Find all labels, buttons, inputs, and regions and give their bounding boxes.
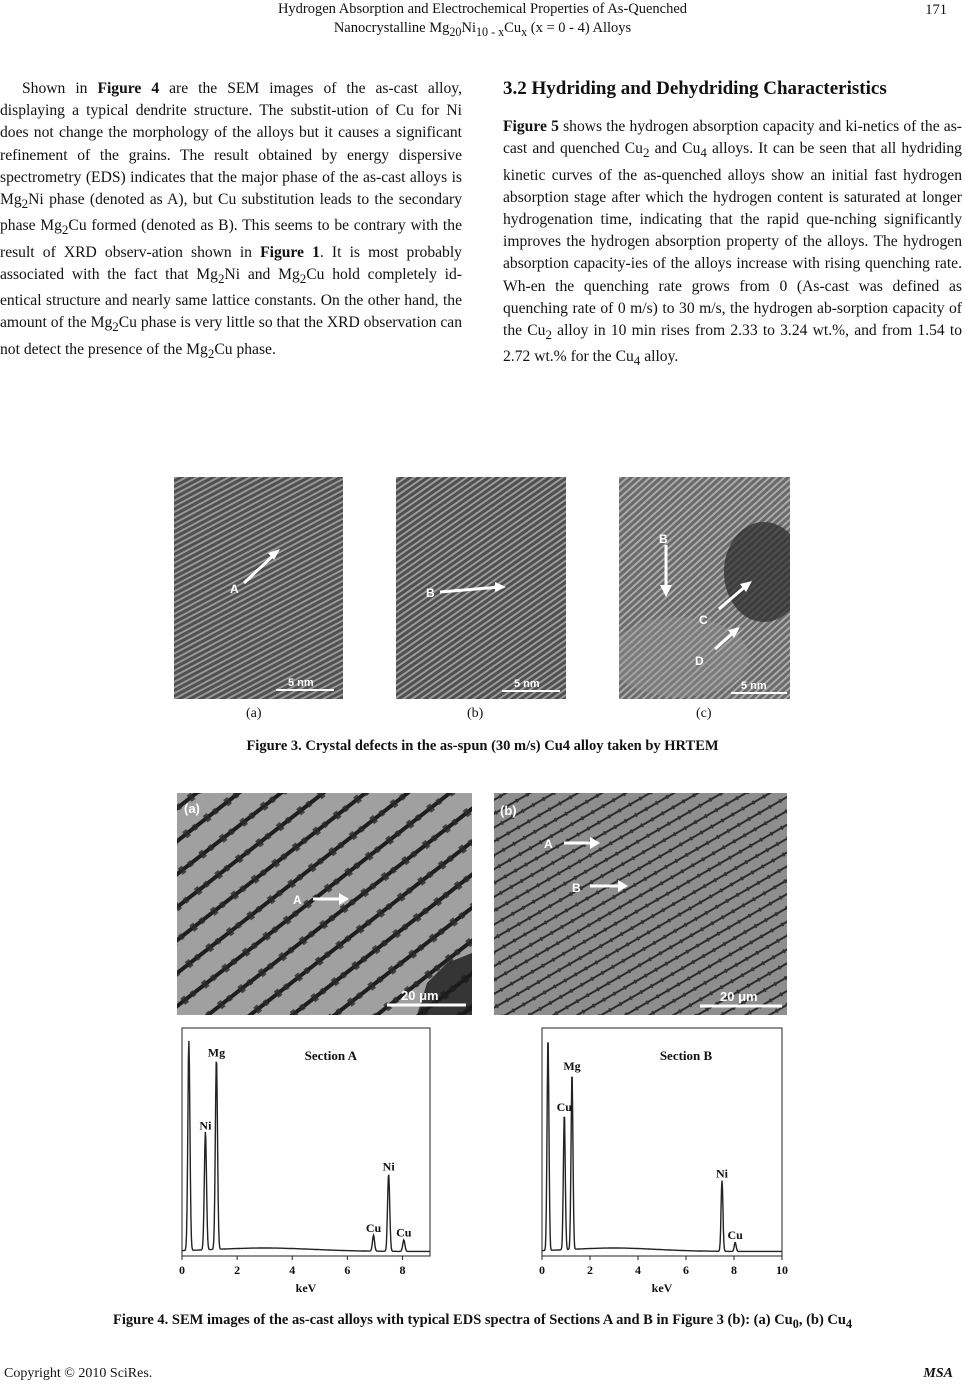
defect-mark: B [659, 532, 668, 546]
peak-label: Mg [207, 1045, 226, 1060]
text: Cu phase is very little so that the XRD observation can not detect the presence of the Mg [0, 314, 462, 358]
x-axis-label: keV [651, 1281, 673, 1295]
figure3-caption: Figure 3. Crystal defects in the as-spun (30 m/s) Cu4 alloy taken by HRTEM [246, 738, 719, 754]
header-sub: x [521, 24, 528, 39]
peak-label: Cu [727, 1227, 743, 1242]
peak-label: Mg [563, 1059, 581, 1074]
caption-sub: 4 [845, 1316, 852, 1331]
footer-journal: MSA [923, 1366, 953, 1381]
figure-ref: Figure 4 [97, 80, 160, 97]
section-title: 3.2 Hydriding and Dehydriding Characteristics [503, 78, 887, 99]
peak-label: Cu [396, 1225, 412, 1240]
spectrum-line [542, 1043, 782, 1251]
x-tick-label: 10 [776, 1263, 788, 1277]
hrtem-image-a [174, 477, 343, 699]
figure-ref: Figure 1 [260, 243, 320, 261]
peak-label: Cu [556, 1100, 572, 1115]
hrtem-panel-b [396, 477, 566, 699]
subscript: 2 [545, 327, 552, 343]
x-tick-label: 2 [587, 1263, 593, 1277]
subscript: 2 [112, 319, 119, 335]
text: Ni and Mg [224, 265, 300, 283]
peak-label: Ni [716, 1166, 728, 1181]
x-tick-label: 6 [683, 1263, 689, 1277]
x-tick-label: 0 [539, 1263, 545, 1277]
spectrum-line [182, 1041, 430, 1252]
caption-sub: 0 [792, 1316, 799, 1331]
text: Cu hold completely id-entical structure and nearly same lattice constants. On the other hand, the amount of the Mg [0, 265, 462, 332]
header-text: Ni [461, 20, 476, 36]
text: Cu formed (denoted as B). This seems to be contrary with the result of XRD observ-ation shown in [0, 217, 462, 261]
subscript: 2 [299, 270, 307, 286]
subscript: 4 [633, 353, 641, 369]
defect-mark: D [695, 654, 704, 668]
page-number: 171 [925, 2, 947, 18]
phase-mark: A [293, 893, 302, 907]
figure-ref: Figure 5 [503, 118, 559, 135]
scale-bar-label: 5 nm [741, 680, 767, 692]
scale-bar-label: 20 μm [720, 989, 758, 1004]
paragraph [503, 116, 962, 373]
right-column [503, 116, 962, 373]
hrtem-panel-a [174, 477, 343, 699]
sem-panel-a [177, 793, 472, 1015]
x-tick-label: 2 [234, 1263, 241, 1277]
subscript: 2 [217, 270, 225, 286]
panel-caption-a: (a) [246, 706, 262, 721]
header-text: Nanocrystalline Mg [333, 20, 450, 36]
sem-label: (a) [184, 801, 200, 816]
peak-label: Ni [382, 1159, 395, 1174]
chart-title: Section A [304, 1048, 357, 1063]
eds-spectrum-a [170, 1022, 440, 1302]
defect-mark: C [699, 613, 708, 627]
panel-caption-c: (c) [696, 706, 712, 721]
subscript: 2 [642, 145, 650, 161]
sem-label: (b) [500, 803, 517, 818]
paragraph [0, 78, 462, 365]
footer-copyright: Copyright © 2010 SciRes. [4, 1366, 153, 1381]
hrtem-image-b [396, 477, 566, 699]
x-tick-label: 4 [635, 1263, 641, 1277]
text: Shown in [22, 80, 98, 97]
header-sub: 10 - x [475, 24, 505, 39]
defect-mark: A [230, 582, 239, 596]
text: shows the hydrogen absorption capacity and ki-netics of the as-cast and quenched Cu [503, 118, 962, 158]
x-tick-label: 8 [399, 1263, 406, 1277]
text: Ni phase (denoted as A), but Cu substitution leads to the secondary phase Mg [0, 191, 462, 235]
x-tick-label: 4 [289, 1263, 296, 1277]
text: . It is most probably associated with the fact that Mg [0, 243, 462, 283]
sem-image-b [494, 793, 787, 1015]
scale-bar-label: 5 nm [514, 678, 540, 690]
defect-mark: B [426, 586, 435, 600]
sem-panel-b [494, 793, 787, 1015]
peak-label: Ni [199, 1118, 212, 1133]
subscript: 2 [61, 222, 69, 238]
running-header-line2 [0, 20, 965, 40]
scale-bar-label: 5 nm [288, 677, 314, 689]
subscript: 2 [207, 345, 215, 361]
subscript: 2 [21, 196, 29, 212]
x-tick-label: 6 [344, 1263, 351, 1277]
sem-image-a [177, 793, 472, 1015]
header-text: (x = 0 - 4) Alloys [527, 20, 632, 36]
eds-spectrum-b [530, 1022, 795, 1302]
subscript: 4 [700, 145, 707, 161]
peak-label: Cu [365, 1221, 382, 1236]
scale-bar-label: 20 μm [401, 988, 439, 1003]
text: alloys. It can be seen that all hydriding kinetic curves of the as-quenched alloys show an initial fast hydrogen absorption stage after which the hydrogen content is saturated at longer hydrogenation time, indicating that the rapid que-nching significantly improves the hydrogen absorption property of the alloys. The hydrogen absorption capacity-ies of the alloys increase with rising quenching rate. Wh-en the quenching rate grows from 0 (As-cast was defined as quenching rate of 0 m/s) to 30 m/s, the hydrogen ab-sorption capacity of the Cu [503, 140, 962, 339]
x-tick-label: 8 [731, 1263, 737, 1277]
text: alloy in 10 min rises from 2.33 to 3.24 wt.%, and from 1.54 to 2.72 wt.% for the Cu [503, 321, 963, 366]
figure4-caption [0, 1312, 965, 1332]
x-axis-label: keV [295, 1281, 317, 1295]
header-text: Cu [504, 20, 522, 36]
hrtem-panel-c [619, 477, 790, 699]
phase-mark: B [572, 881, 581, 895]
phase-mark: A [544, 837, 553, 851]
left-column [0, 78, 462, 365]
caption-text: Figure 4. SEM images of the as-cast alloys with typical EDS spectra of Sections A and B in Figure 3 (b): (a) Cu [113, 1312, 793, 1328]
hrtem-image-c [619, 477, 790, 699]
x-tick-label: 0 [179, 1263, 185, 1277]
running-header-line1: Hydrogen Absorption and Electrochemical Properties of As-Quenched [277, 1, 688, 17]
text: Cu phase. [214, 340, 276, 358]
panel-caption-b: (b) [467, 706, 484, 721]
header-sub: 20 [449, 24, 462, 39]
chart-title: Section B [659, 1048, 713, 1063]
text: alloy. [640, 348, 679, 366]
text: and Cu [649, 140, 701, 158]
caption-text: , (b) Cu [798, 1312, 846, 1328]
text: are the SEM images of the as-cast alloy, displaying a typical dendrite structure. The substit-ution of Cu for Ni does not change the morphology of the alloys but it causes a significant refinement of the grains. The result obtained by energy dispersive spectrometry (EDS) indicates that the major phase of the as-cast alloys is Mg [0, 80, 462, 209]
